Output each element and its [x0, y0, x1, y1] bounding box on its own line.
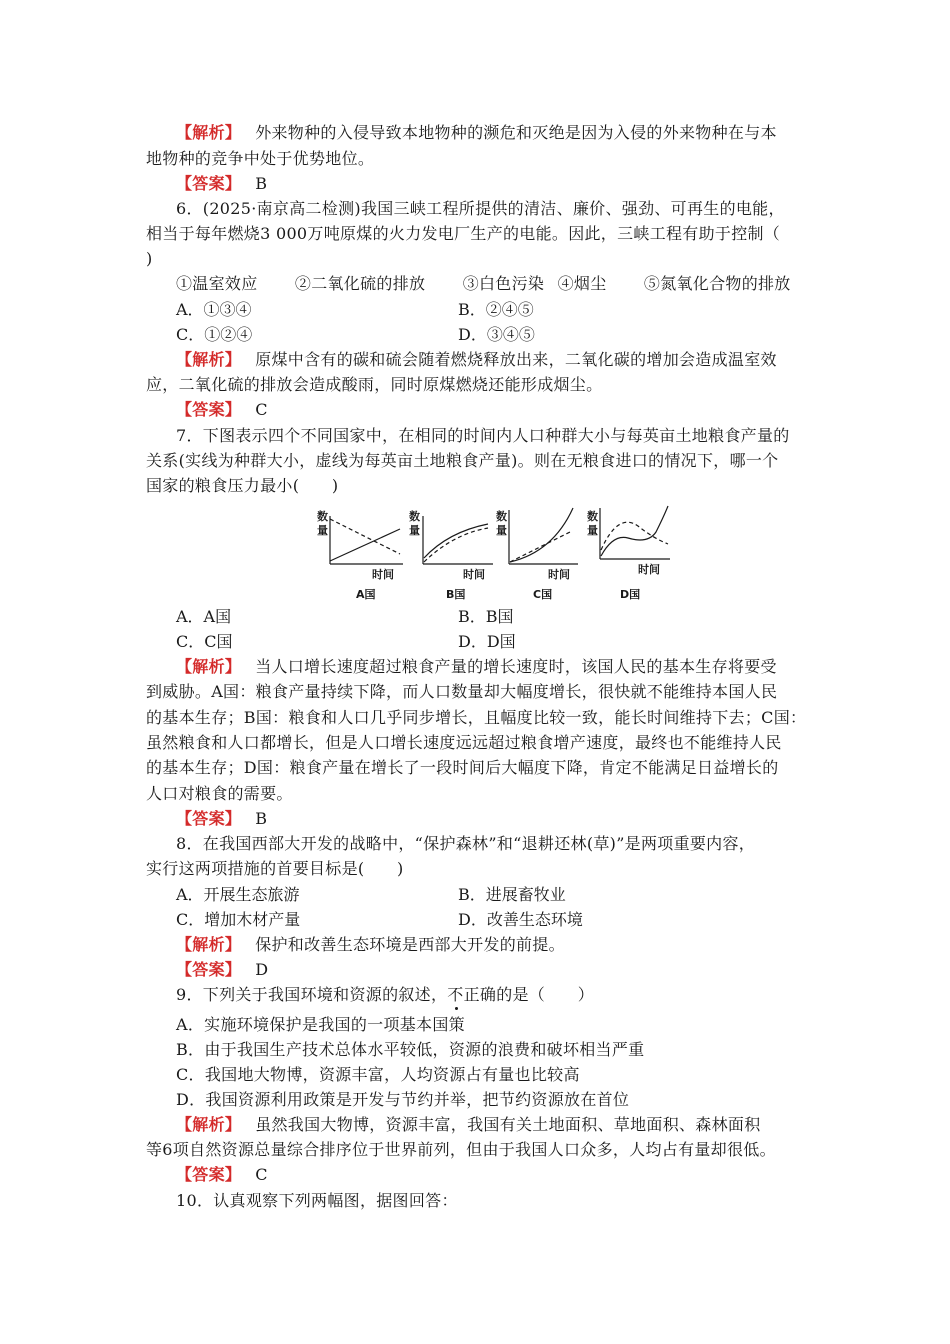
q7-figure — [308, 504, 678, 604]
explanation-tag: 【解析】 — [176, 350, 242, 369]
xlabel: 时间 — [548, 568, 570, 581]
q9-stem-post: 正确的是（ ） — [463, 985, 594, 1004]
answer-value: C — [255, 1165, 268, 1184]
ylabel-top: 数 — [496, 510, 507, 523]
explanation-tag: 【解析】 — [176, 1115, 242, 1134]
q8-options-row2 — [176, 908, 816, 932]
q9-option-c: C．我国地大物博，资源丰富，人均资源占有量也比较高 — [176, 1065, 580, 1084]
option-c: C．增加木材产量 — [176, 910, 301, 929]
q9-stem — [176, 983, 846, 1007]
option-a: A．A国 — [176, 607, 232, 626]
explanation-text: 原煤中含有的碳和硫会随着燃烧释放出来，二氧化碳的增加会造成温室效 — [255, 350, 777, 369]
xlabel: 时间 — [372, 568, 394, 581]
ylabel-bottom: 量 — [317, 524, 328, 537]
food-line — [601, 522, 668, 550]
q7-answer — [176, 807, 846, 831]
q9-stem-emphasis: 不 — [447, 985, 464, 1004]
option-d: D．改善生态环境 — [458, 910, 583, 929]
q7-explanation-cont: 的基本生存；D国：粮食产量在增长了一段时间后大幅度下降，肯定不能满足日益增长的 — [146, 758, 779, 777]
answer-tag: 【答案】 — [176, 1165, 242, 1184]
answer-tag: 【答案】 — [176, 809, 242, 828]
q5-explanation — [176, 121, 846, 145]
q7-explanation — [176, 655, 846, 679]
q6-answer — [176, 398, 846, 422]
option-b: B．B国 — [458, 607, 514, 626]
panel-label-b: B国 — [446, 588, 466, 601]
q5-answer — [176, 172, 846, 196]
q9-explanation — [176, 1113, 846, 1137]
answer-value: C — [255, 400, 268, 419]
q9-option-b: B．由于我国生产技术总体水平较低，资源的浪费和破坏相当严重 — [176, 1040, 645, 1059]
q6-stem-cont2: ) — [146, 249, 153, 268]
explanation-tag: 【解析】 — [176, 657, 242, 676]
q8-options-row1 — [176, 883, 816, 907]
option-c: C．C国 — [176, 632, 233, 651]
panel-label-d: D国 — [620, 588, 641, 601]
panel-c — [496, 508, 578, 601]
q7-explanation-cont: 到威胁。A国：粮食产量持续下降，而人口数量却大幅度增长，很快就不能维持本国人民 — [146, 682, 778, 701]
xlabel: 时间 — [638, 563, 660, 576]
option-a: A．①③④ — [176, 300, 252, 319]
q7-stem-cont: 关系(实线为种群大小，虚线为每英亩土地粮食产量)。则在无粮食进口的情况下，哪一个 — [146, 451, 779, 470]
q6-item: ④烟尘 — [557, 274, 607, 293]
q9-option-a: A．实施环境保护是我国的一项基本国策 — [176, 1015, 465, 1034]
q7-stem: 7．下图表示四个不同国家中，在相同的时间内人口种群大小与每英亩土地粮食产量的 — [176, 426, 790, 445]
option-d: D．D国 — [458, 632, 516, 651]
q6-items — [176, 272, 846, 296]
explanation-text: 当人口增长速度超过粮食产量的增长速度时，该国人民的基本生存将要受 — [255, 657, 777, 676]
panel-a — [317, 509, 403, 601]
q8-answer — [176, 958, 846, 982]
food-line — [510, 532, 570, 562]
option-c: C．①②④ — [176, 325, 253, 344]
q6-explanation-cont: 应，二氧化硫的排放会造成酸雨，同时原煤燃烧还能形成烟尘。 — [146, 375, 603, 394]
q9-explanation-cont: 等6项自然资源总量综合排序位于世界前列，但由于我国人口众多，人均占有量却很低。 — [146, 1140, 776, 1159]
q6-item: ⑤氮氧化合物的排放 — [643, 274, 791, 293]
population-line — [330, 529, 400, 561]
q9-option-d: D．我国资源利用政策是开发与节约并举，把节约资源放在首位 — [176, 1090, 630, 1109]
ylabel-bottom: 量 — [587, 524, 598, 537]
q6-explanation — [176, 348, 846, 372]
q7-explanation-cont: 的基本生存；B国：粮食和人口几乎同步增长，且幅度比较一致，能长时间维持下去；C国： — [146, 708, 807, 727]
xlabel: 时间 — [463, 568, 485, 581]
option-b: B．进展畜牧业 — [458, 885, 566, 904]
option-b: B．②④⑤ — [458, 300, 534, 319]
food-line — [424, 528, 488, 562]
ylabel-bottom: 量 — [496, 524, 507, 537]
food-line — [330, 519, 400, 554]
q7-options-row2 — [176, 630, 816, 654]
q6-stem: 6．(2025·南京高二检测)我国三峡工程所提供的清洁、廉价、强劲、可再生的电能， — [176, 199, 785, 218]
q7-figure-svg — [308, 504, 678, 604]
q7-stem-cont2: 国家的粮食压力最小( ) — [146, 476, 339, 495]
q7-explanation-cont: 虽然粮食和人口都增长，但是人口增长速度远远超过粮食增产速度，最终也不能维持人民 — [146, 733, 782, 752]
q8-stem: 8．在我国西部大开发的战略中，“保护森林”和“退耕还林(草)”是两项重要内容， — [176, 834, 756, 853]
ylabel-bottom: 量 — [409, 524, 420, 537]
panel-label-c: C国 — [533, 588, 553, 601]
q5-explanation-cont: 地物种的竞争中处于优势地位。 — [146, 149, 375, 168]
answer-value: D — [255, 960, 269, 979]
ylabel-top: 数 — [409, 510, 420, 523]
panel-d — [587, 506, 670, 601]
q9-answer — [176, 1163, 846, 1187]
option-d: D．③④⑤ — [458, 325, 535, 344]
ylabel-top: 数 — [317, 510, 328, 523]
q6-stem-cont: 相当于每年燃烧3 000万吨原煤的火力发电厂生产的电能。因此，三峡工程有助于控制（ — [146, 224, 781, 243]
q6-options-row2 — [176, 323, 816, 347]
option-a: A．开展生态旅游 — [176, 885, 300, 904]
explanation-text: 外来物种的入侵导致本地物种的濒危和灭绝是因为入侵的外来物种在与本 — [255, 123, 777, 142]
panel-b — [409, 509, 493, 601]
explanation-tag: 【解析】 — [176, 123, 242, 142]
explanation-text: 虽然我国大物博，资源丰富，我国有关土地面积、草地面积、森林面积 — [255, 1115, 761, 1134]
answer-tag: 【答案】 — [176, 960, 242, 979]
q8-stem-cont: 实行这两项措施的首要目标是( ) — [146, 859, 404, 878]
q6-options-row1 — [176, 298, 816, 322]
answer-tag: 【答案】 — [176, 400, 242, 419]
q6-item: ②二氧化硫的排放 — [294, 274, 426, 293]
panel-label-a: A国 — [356, 588, 376, 601]
answer-value: B — [255, 174, 268, 193]
population-line — [424, 524, 488, 558]
q7-options-row1 — [176, 605, 816, 629]
q6-item: ①温室效应 — [176, 274, 258, 293]
population-line — [601, 506, 668, 556]
answer-value: B — [255, 809, 268, 828]
q7-explanation-cont: 人口对粮食的需要。 — [146, 784, 293, 803]
q6-item: ③白色污染 — [462, 274, 545, 293]
q9-stem-pre: 9．下列关于我国环境和资源的叙述， — [176, 985, 448, 1004]
ylabel-top: 数 — [587, 510, 598, 523]
answer-tag: 【答案】 — [176, 174, 242, 193]
q8-explanation — [176, 933, 846, 957]
explanation-tag: 【解析】 — [176, 935, 242, 954]
explanation-text: 保护和改善生态环境是西部大开发的前提。 — [255, 935, 565, 954]
q10-stem: 10．认真观察下列两幅图，据图回答： — [176, 1191, 458, 1210]
